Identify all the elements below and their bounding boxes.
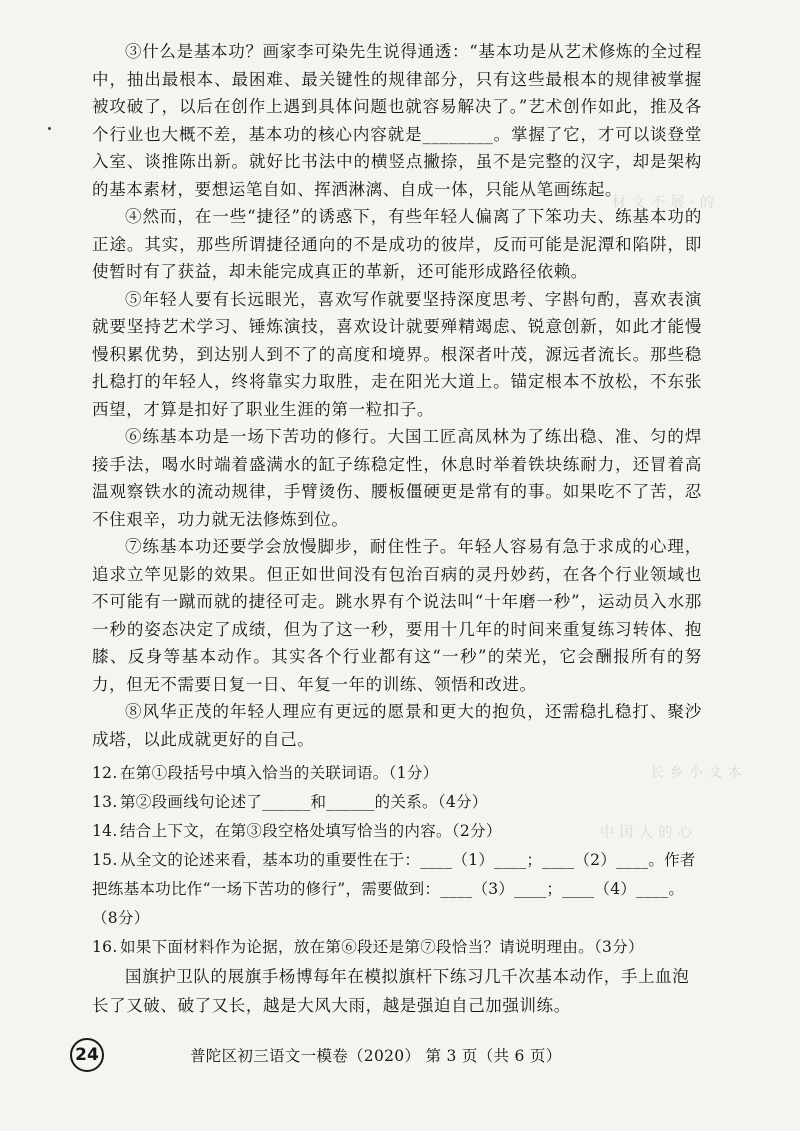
question-16: 16. 如果下面材料作为论据，放在第⑥段还是第⑦段恰当？请说明理由。（3分） [92, 938, 644, 956]
bleed-through-text: 材 文 不 展 · 的 [612, 195, 715, 211]
scan-speck [48, 127, 51, 130]
paragraph-3: ③什么是基本功？画家李可染先生说得通透：“基本功是从艺术修炼的全过程中，抽出最根本、最困难、最关键性的规律部分，只有这些最根本的规律被掌握被攻破了，以后在创作上遇到具体问题也就容易解决了。”艺术创作如此，推及各个行业也大概不差，基本功的核心内容就是________。掌握了它，才可以谈登堂入室、谈推陈出新。就好比书法中的横竖点撇捺，虽不是完整的汉字，却是架构的基本素材，要想运笔自如、挥洒淋漓、自成一体，只能从笔画练起。 [92, 42, 702, 199]
paragraph-8: ⑧风华正茂的年轻人理应有更远的愿景和更大的抱负，还需稳扎稳打、聚沙成塔，以此成就更好的自己。 [92, 702, 702, 749]
paragraph-7: ⑦练基本功还要学会放慢脚步，耐住性子。年轻人容易有急于求成的心理，追求立竿见影的效果。但正如世间没有包治百病的灵丹妙药，在各个行业领域也不可能有一蹴而就的捷径可走。跳水界有个说法叫“十年磨一秒”，运动员入水那一秒的姿态决定了成绩，但为了这一秒，要用十几年的时间来重复练习转体、抱膝、反身等基本动作。其实各个行业都有这“一秒”的荣光，它会酬报所有的努力，但无不需要日复一日、年复一年的训练、领悟和改进。 [92, 537, 702, 694]
paragraph-5: ⑤年轻人要有长远眼光，喜欢写作就要坚持深度思考、字斟句酌，喜欢表演就要坚持艺术学习、锤炼演技，喜欢设计就要殚精竭虑、锐意创新，如此才能慢慢积累优势，到达别人到不了的高度和境界。根深者叶茂，源远者流长。那些稳扎稳打的年轻人，终将靠实力取胜，走在阳光大道上。锚定根本不放松，不东张西望，才算是扣好了职业生涯的第一粒扣子。 [92, 289, 702, 419]
question-list [92, 759, 702, 1020]
bleed-through-text: 长 乡 小 文 本 [650, 765, 743, 781]
question-12: 12. 在第①段括号中填入恰当的关联词语。（1分） [92, 764, 439, 782]
footer-text: 普陀区初三语文一模卷（2020） 第 3 页（共 6 页） [190, 1047, 562, 1065]
material-passage: 国旗护卫队的展旗手杨博每年在模拟旗杆下练习几千次基本动作，手上血泡长了又破、破了又长，越是大风大雨，越是强迫自己加强训练。 [92, 967, 690, 1015]
page-badge: 24 [70, 1038, 104, 1072]
paragraph-4: ④然而，在一些“捷径”的诱惑下，有些年轻人偏离了下笨功夫、练基本功的正途。其实，那些所谓捷径通向的不是成功的彼岸，反而可能是泥潭和陷阱，即使暂时有了获益，却未能完成真正的革新，还可能形成路径依赖。 [92, 207, 702, 281]
question-14: 14. 结合上下文，在第③段空格处填写恰当的内容。（2分） [92, 822, 502, 840]
question-15: 15. 从全文的论述来看，基本功的重要性在于：____（1）____；____（2）____。作者把练基本功比作“一场下苦功的修行”，需要做到：____（3）____；____（4）____。（8分） [92, 851, 696, 927]
page-footer [70, 1038, 710, 1072]
paragraph-6: ⑥练基本功是一场下苦功的修行。大国工匠高凤林为了练出稳、准、匀的焊接手法，喝水时端着盛满水的缸子练稳定性，休息时举着铁块练耐力，还冒着高温观察铁水的流动规律，手臂烫伤、腰板僵硬更是常有的事。如果吃不了苦，忍不住艰辛，功力就无法修炼到位。 [92, 427, 702, 529]
question-13: 13. 第②段画线句论述了______和______的关系。（4分） [92, 793, 488, 811]
article-body [92, 38, 702, 1020]
bleed-through-text: 中 国 人 的 心 [600, 825, 693, 841]
